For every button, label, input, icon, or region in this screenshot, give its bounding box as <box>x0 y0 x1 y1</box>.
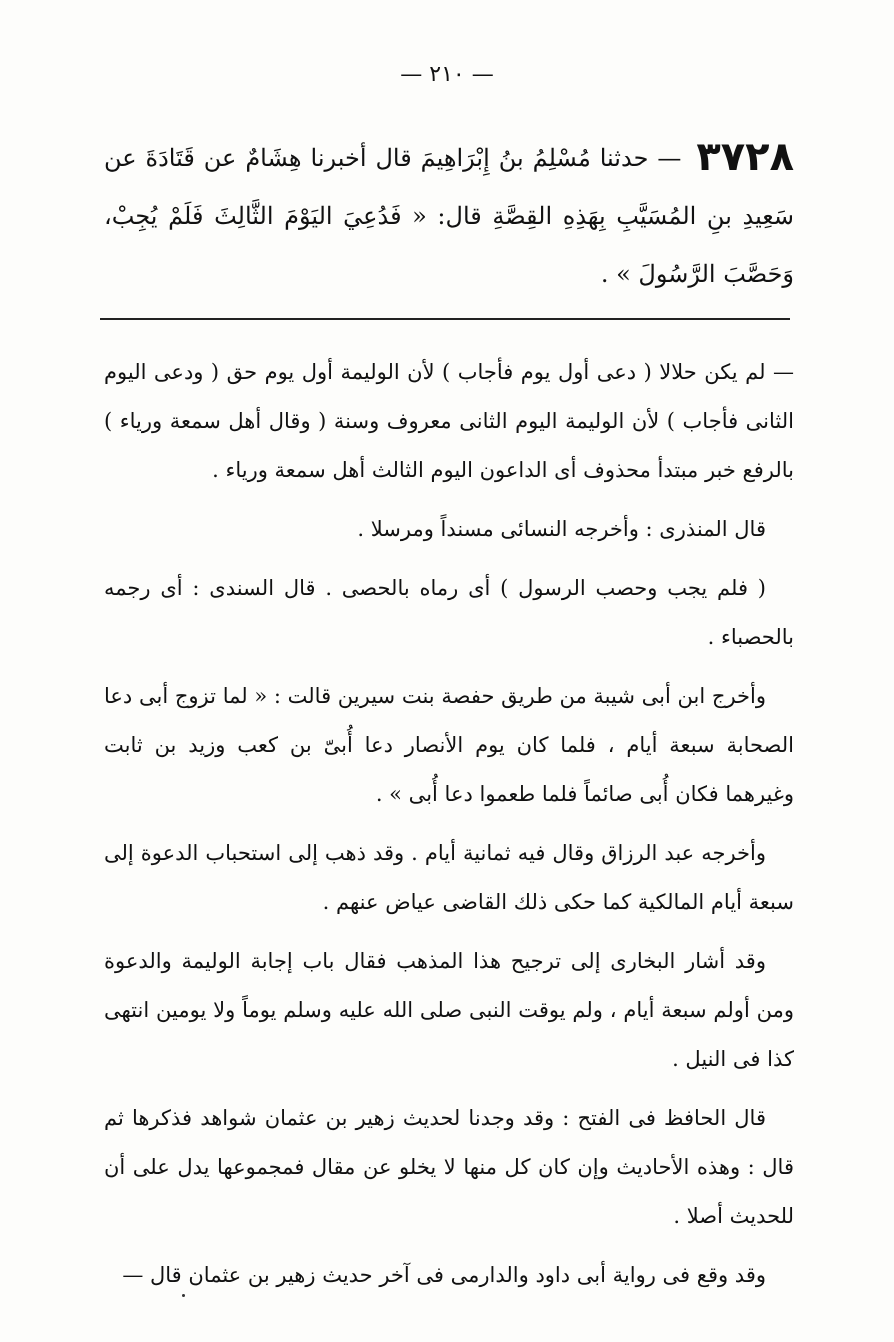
commentary-paragraph: وأخرجه عبد الرزاق وقال فيه ثمانية أيام . وقد ذهب إلى استحباب الدعوة إلى سبعة أيام المالكية كما حكى ذلك القاضى عياض عنهم . <box>104 841 794 914</box>
hadith-block <box>104 128 794 303</box>
commentary-paragraph: قال المنذرى : وأخرجه النسائى مسنداً ومرسلا . <box>357 517 766 541</box>
page-number: — ٢١٠ — <box>400 62 494 87</box>
print-speck <box>182 1294 185 1297</box>
commentary-paragraph: قال الحافظ فى الفتح : وقد وجدنا لحديث زهير بن عثمان شواهد فذكرها ثم قال : وهذه الأحاديث وإن كان كل منها لا يخلو عن مقال فمجموعها يدل على أن للحديث أصلا . <box>104 1106 794 1228</box>
commentary-paragraph: ( فلم يجب وحصب الرسول ) أى رماه بالحصى . قال السندى : أى رجمه بالحصباء . <box>104 576 794 649</box>
hadith-text: — حدثنا مُسْلِمُ بنُ إِبْرَاهِيمَ قال أخبرنا هِشَامٌ عن قَتَادَةَ عن سَعِيدِ بنِ المُسَيَّبِ بِهَذِهِ القِصَّةِ قال: « فَدُعِيَ اليَوْمَ الثَّالِثَ فَلَمْ يُجِبْ، وَحَصَّبَ الرَّسُولَ » . <box>104 144 794 288</box>
section-divider <box>100 318 790 320</box>
commentary-paragraph: وقد وقع فى رواية أبى داود والدارمى فى آخر حديث زهير بن عثمان قال — <box>122 1263 766 1287</box>
commentary-paragraph: وأخرج ابن أبى شيبة من طريق حفصة بنت سيرين قالت : « لما تزوج أبى دعا الصحابة سبعة أيام ، فلما كان يوم الأنصار دعا أُبىّ بن كعب وزيد بن ثابت وغيرهما فكان أُبى صائماً فلما طعموا دعا أُبى » . <box>104 684 794 806</box>
commentary-block <box>104 348 794 1310</box>
hadith-number: ٣٧٢٨ <box>696 134 794 180</box>
commentary-paragraph: وقد أشار البخارى إلى ترجيح هذا المذهب فقال باب إجابة الوليمة والدعوة ومن أولم سبعة أيام ، ولم يوقت النبى صلى الله عليه وسلم يوماً ولا يومين انتهى كذا فى النيل . <box>104 949 794 1071</box>
commentary-paragraph: — لم يكن حلالا ( دعى أول يوم فأجاب ) لأن الوليمة أول يوم حق ( ودعى اليوم الثانى فأجاب ) لأن الوليمة اليوم الثانى معروف وسنة ( وقال أهل سمعة ورياء ) بالرفع خبر مبتدأ محذوف أى الداعون اليوم الثالث أهل سمعة ورياء . <box>104 360 794 482</box>
